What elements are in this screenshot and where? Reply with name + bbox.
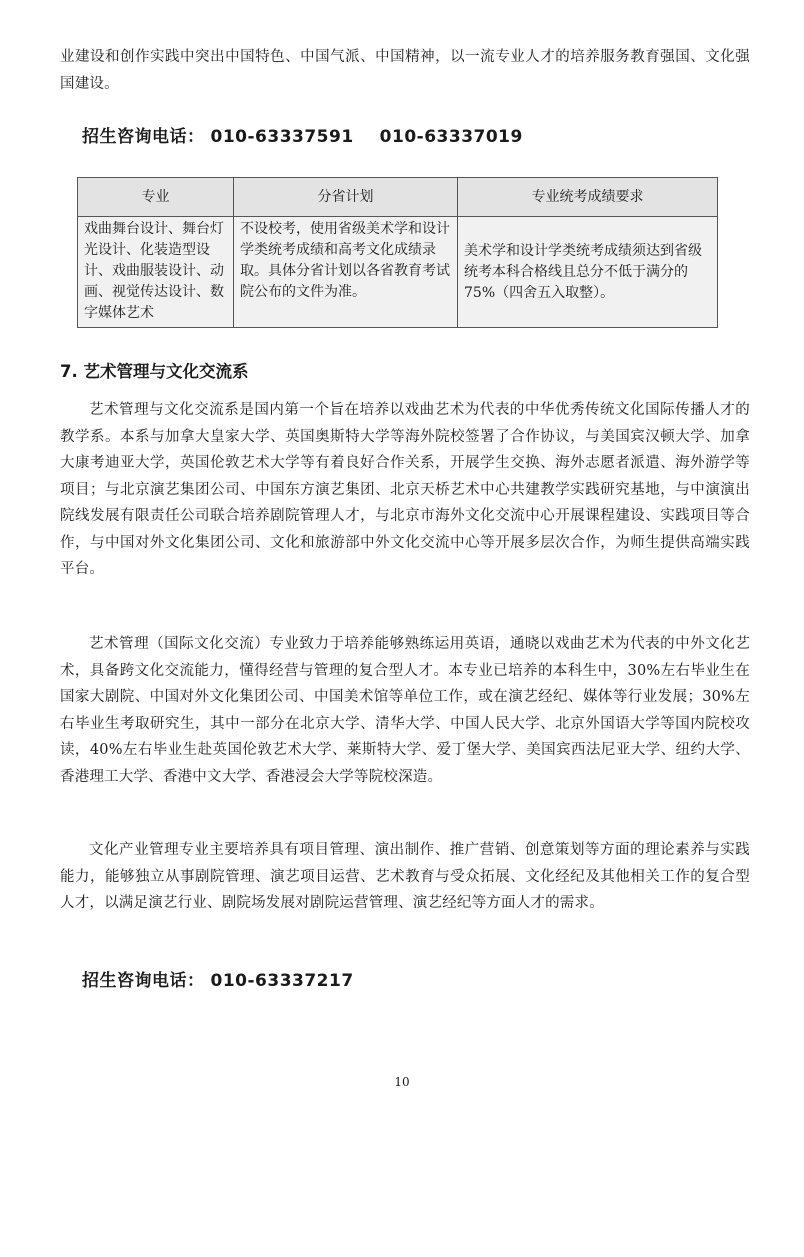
intro-paragraph: 业建设和创作实践中突出中国特色、中国气派、中国精神，以一流专业人才的培养服务教育强国、文化强国建设。: [60, 49, 750, 92]
table-row: [78, 217, 718, 328]
cell-score-requirement: 美术学和设计学类统考成绩须达到省级统考本科合格线且总分不低于满分的 75%（四舍五入取整）。: [458, 217, 718, 328]
contact-label-2: 招生咨询电话：: [82, 971, 205, 991]
contact-phone-b: 010-63337019: [379, 127, 523, 147]
table-header-major: 专业: [78, 178, 234, 217]
table-header-provincial-plan: 分省计划: [234, 178, 458, 217]
table-header-row: [78, 178, 718, 217]
cell-majors: 戏曲舞台设计、舞台灯光设计、化装造型设计、戏曲服装设计、动画、视觉传达设计、数字媒体艺术: [78, 217, 234, 328]
cell-provincial-plan: 不设校考，使用省级美术学和设计学类统考成绩和高考文化成绩录取。具体分省计划以各省教育考试院公布的文件为准。: [234, 217, 458, 328]
admissions-contact-1: [82, 122, 523, 147]
section-heading: 7. 艺术管理与文化交流系: [60, 362, 249, 381]
majors-table: [77, 177, 718, 328]
contact-phone-a: 010-63337591: [210, 127, 354, 147]
page-number: 10: [394, 1075, 410, 1089]
table-header-score-requirement: 专业统考成绩要求: [458, 178, 718, 217]
section-paragraph-3: 文化产业管理专业主要培养具有项目管理、演出制作、推广营销、创意策划等方面的理论素养与实践能力，能够独立从事剧院管理、演艺项目运营、艺术教育与受众拓展、文化经纪及其他相关工作的复合型人才，以满足演艺行业、剧院场发展对剧院运营管理、演艺经纪等方面人才的需求。: [60, 842, 750, 911]
admissions-contact-2: [82, 966, 354, 991]
contact-phone-c: 010-63337217: [210, 971, 354, 991]
contact-label-1: 招生咨询电话：: [82, 127, 205, 147]
section-paragraph-2: 艺术管理（国际文化交流）专业致力于培养能够熟练运用英语，通晓以戏曲艺术为代表的中外文化艺术，具备跨文化交流能力，懂得经营与管理的复合型人才。本专业已培养的本科生中，30%左右毕业生在国家大剧院、中国对外文化集团公司、中国美术馆等单位工作，或在演艺经纪、媒体等行业发展；30%左右毕业生考取研究生，其中一部分在北京大学、清华大学、中国人民大学、北京外国语大学等国内院校攻读，40%左右毕业生赴英国伦敦艺术大学、莱斯特大学、爱丁堡大学、美国宾西法尼亚大学、纽约大学、香港理工大学、香港中文大学、香港浸会大学等院校深造。: [60, 636, 750, 785]
section-paragraph-1: 艺术管理与文化交流系是国内第一个旨在培养以戏曲艺术为代表的中华优秀传统文化国际传播人才的教学系。本系与加拿大皇家大学、英国奥斯特大学等海外院校签署了合作协议，与美国宾汉顿大学、加拿大康考迪亚大学，英国伦敦艺术大学等有着良好合作关系，开展学生交换、海外志愿者派遣、海外游学等项目；与北京演艺集团公司、中国东方演艺集团、北京天桥艺术中心共建教学实践研究基地，与中演演出院线发展有限责任公司联合培养剧院管理人才，与北京市海外文化交流中心开展课程建设、实践项目等合作，与中国对外文化集团公司、文化和旅游部中外文化交流中心等开展多层次合作，为师生提供高端实践平台。: [60, 402, 750, 577]
